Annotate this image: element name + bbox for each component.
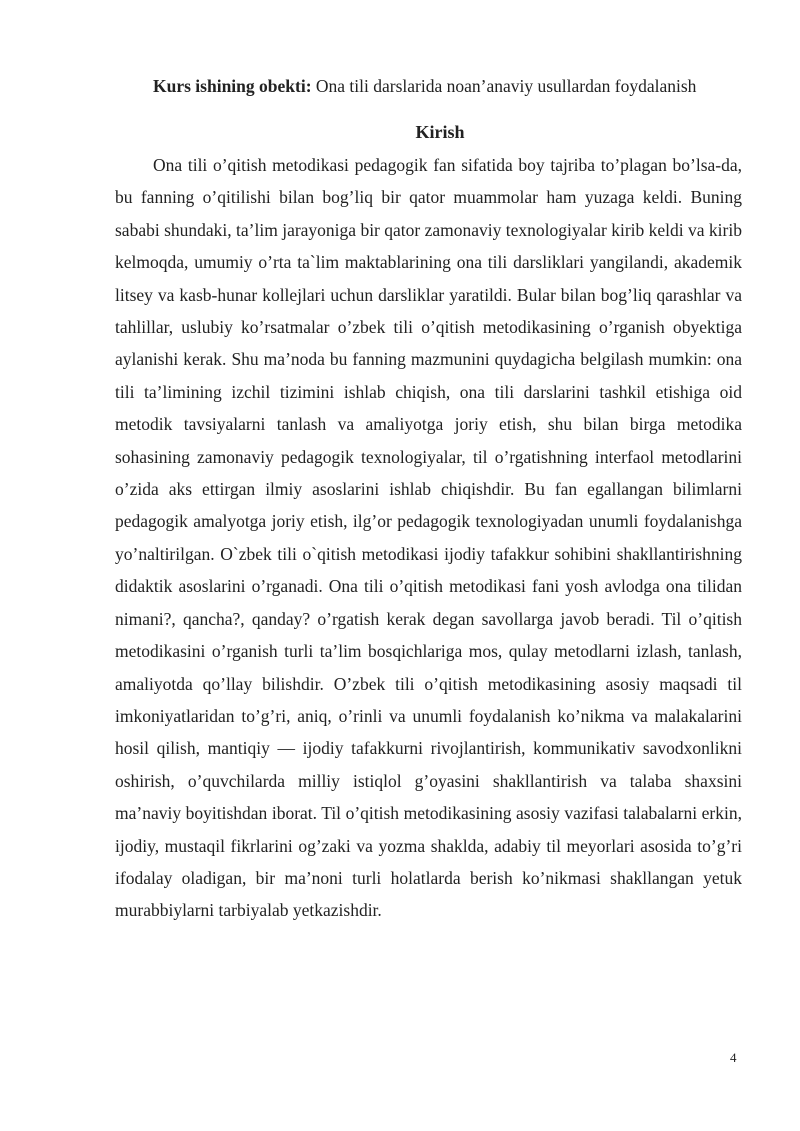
course-object-label: Kurs ishining obekti: [153,76,312,96]
section-heading: Kirish [415,122,465,142]
introduction-paragraph: Ona tili o’qitish metodikasi pedagogik fan sifatida boy tajriba to’plagan bo’lsa-da, bu fanning o’qitilishi bilan bog’liq bir qator muammolar ham yuzaga keldi. Buning sababi shundaki, ta’lim jarayoniga bir qator zamonaviy texnologiyalar kirib keldi va kirib kelmoqda, umumiy o’rta ta`lim maktablarining ona tili darsliklari yangilandi, akademik litsey va kasb-hunar kollejlari uchun darsliklar yaratildi. Bular bilan bog’liq qarashlar va tahlillar, uslubiy ko’rsatmalar o’zbek tili o’qitish metodikasining o’rganish obyektiga aylanishi kerak. Shu ma’noda bu fanning mazmunini quydagicha belgilash mumkin: ona tili ta’limining izchil tizimini ishlab chiqish, ona tili darslarini tashkil etishiga oid metodik tavsiyalarni tanlash va amaliyotga joriy etish, shu bilan birga metodika sohasining zamonaviy pedagogik texnologiyalar, til o’rgatishning interfaol metodlarini o’zida aks ettirgan ilmiy asoslarini ishlab chiqishdir. Bu fan egallangan bilimlarni pedagogik amalyotga joriy etish, ilg’or pedagogik texnologiyadan unumli foydalanishga yo’naltirilgan. O`zbek tili o`qitish metodikasi ijodiy tafakkur sohibini shakllantirishning didaktik asoslarini o’rganadi. Ona tili o’qitish metodikasi fani yosh avlodga ona tilidan nimani?, qancha?, qanday? o’rgatish kerak degan savollarga javob beradi. Til o’qitish metodikasini o’rganish turli ta’lim bosqichlariga mos, qulay metodlarni izlash, tanlash, amaliyotda qo’llay bilishdir. O’zbek tili o’qitish metodikasining asosiy maqsadi til imkoniyatlaridan to’g’ri, aniq, o’rinli va unumli foydalanish ko’nikma va malakalarini hosil qilish, mantiqiy — ijodiy tafakkurni rivojlantirish, kommunikativ savodxonlikni oshirish, o’quvchilarda milliy istiqlol g’oyasini shakllantirish va talaba shaxsini ma’naviy boyitishdan iborat. Til o’qitish metodikasining asosiy vazifasi talabalarni erkin, ijodiy, mustaqil fikrlarini og’zaki va yozma shaklda, adabiy til meyorlari asosida to’g’ri ifodalay oladigan, bir ma’noni turli holatlarda berish ko’nikmasi shakllangan yetuk murabbiylarni tarbiyalab yetkazishdir. [115,155,742,921]
course-object-text: Ona tili darslarida noan’anaviy usullardan foydalanish [311,76,697,96]
page-number: 4 [730,1050,737,1065]
course-object-line [153,73,773,99]
